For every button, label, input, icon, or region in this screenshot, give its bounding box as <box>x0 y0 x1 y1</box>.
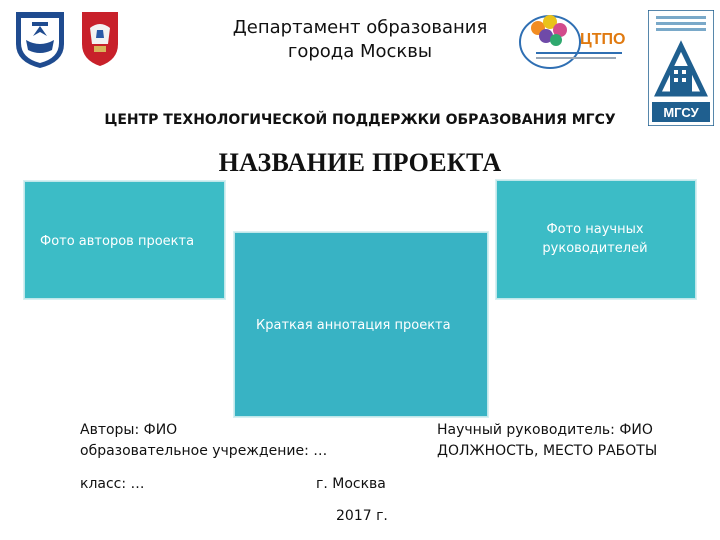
department-title <box>150 16 570 64</box>
project-title: НАЗВАНИЕ ПРОЕКТА <box>218 148 502 177</box>
mgsu-logo-text: МГСУ <box>663 105 699 120</box>
department-title-line1: Департамент образования <box>232 17 488 38</box>
year-label: 2017 г. <box>336 508 388 524</box>
supervisors-photo-label-line1: Фото научных <box>546 222 644 237</box>
authors-line: Авторы: ФИО <box>80 422 178 438</box>
supervisors-photo-label <box>496 220 694 258</box>
supervisor-info <box>437 420 657 462</box>
supervisor-line: Научный руководитель: ФИО <box>437 422 653 438</box>
supervisor-position-line: ДОЛЖНОСТЬ, МЕСТО РАБОТЫ <box>437 443 658 459</box>
authors-school-line: образовательное учреждение: … <box>80 443 328 459</box>
class-label: класс: … <box>80 476 145 492</box>
department-title-line2: города Москвы <box>287 41 433 62</box>
mgsu-logo <box>648 10 714 126</box>
authors-photo-label: Фото авторов проекта <box>40 234 195 249</box>
supervisors-photo-label-line2: руководителей <box>542 241 648 256</box>
city-label: г. Москва <box>316 476 386 492</box>
annotation-label: Краткая аннотация проекта <box>256 318 451 333</box>
authors-info <box>80 420 327 462</box>
moscow-coat-of-arms-logo <box>80 10 120 68</box>
center-title: ЦЕНТР ТЕХНОЛОГИЧЕСКОЙ ПОДДЕРЖКИ ОБРАЗОВАНИЯ МГСУ <box>104 112 616 128</box>
university-emblem-logo <box>14 10 66 70</box>
ctpo-logo-text: ЦТПО <box>580 31 626 48</box>
